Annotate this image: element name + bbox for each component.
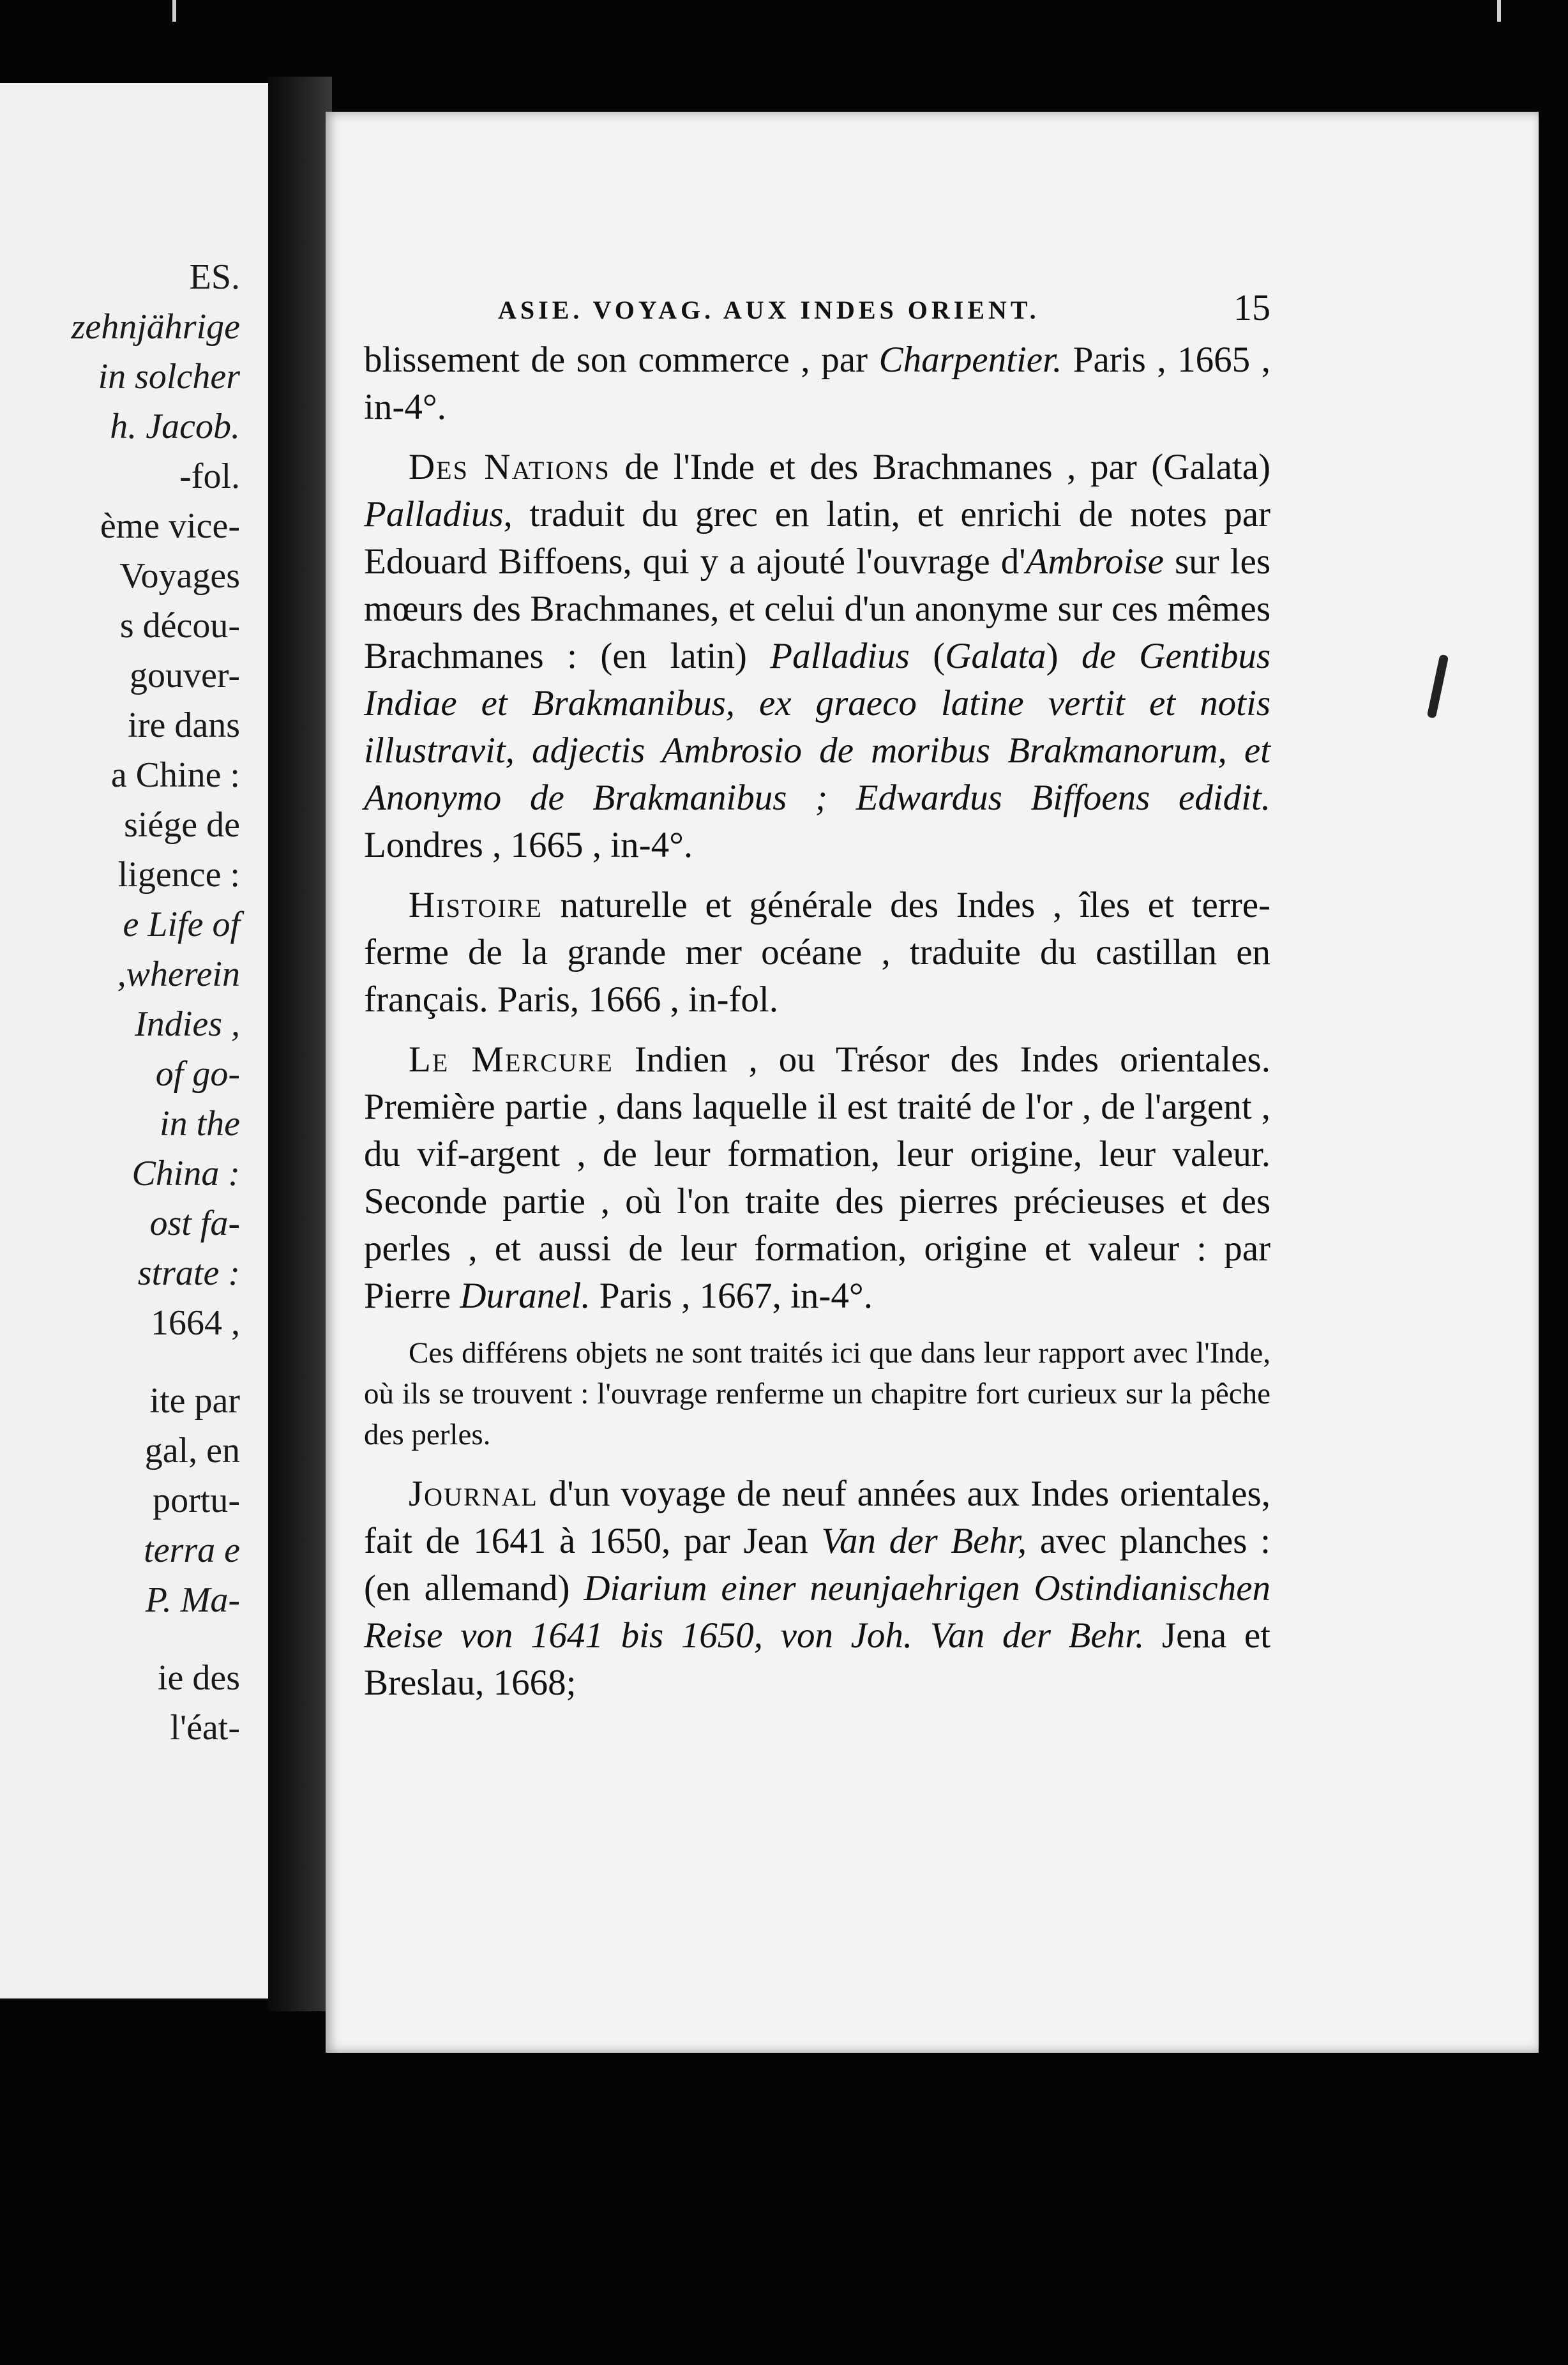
- entry-continuation: blissement de son commerce , par Charpentier. Paris , 1665 , in-4°.: [364, 340, 1270, 427]
- entry-le-mercure: Le Mercure Indien , ou Trésor des Indes orientales. Première partie , dans laquelle il est traité de l'or , de l'argent , du vif-argent , de leur formation, leur origine, leur valeur. Seconde partie , où l'on traite des pierres précieuses et des perles , et aussi de leur formation, origine et valeur : par Pierre Duranel. Paris , 1667, in-4°.: [364, 1039, 1270, 1316]
- left-page-line: portu-: [153, 1481, 240, 1520]
- left-page-line: ,wherein: [117, 955, 240, 994]
- left-page-line: Voyages: [119, 556, 240, 596]
- left-page-line: zehnjährige: [71, 307, 240, 347]
- left-page-line: 1664 ,: [151, 1303, 240, 1343]
- left-page-line: terra e: [144, 1530, 240, 1570]
- entry-note: Ces différens objets ne sont traités ici que dans leur rapport avec l'Inde, où ils se trouvent : l'ouvrage renferme un chapitre fort curieux sur la pêche des perles.: [364, 1336, 1270, 1451]
- main-page: [326, 112, 1539, 2053]
- left-page-line: China :: [132, 1154, 240, 1193]
- left-page-line: ite par: [149, 1381, 240, 1421]
- left-page-line: in the: [160, 1104, 240, 1144]
- left-page-line: ES.: [189, 257, 240, 297]
- left-facing-page: [0, 83, 268, 1999]
- left-page-line: s décou-: [119, 606, 240, 646]
- left-page-line: siége de: [124, 805, 240, 845]
- page-number: 15: [1233, 287, 1270, 328]
- left-page-line: ie des: [157, 1658, 240, 1698]
- left-page-line: Indies ,: [135, 1004, 240, 1044]
- left-page-text: [72, 252, 240, 1753]
- entry-histoire: Histoire naturelle et générale des Indes , îles et terre-ferme de la grande mer océane , traduite du castillan en français. Paris, 1666 , in-fol.: [364, 885, 1270, 1020]
- page-text-block: [364, 284, 1270, 1719]
- left-page-line: gal, en: [144, 1431, 240, 1470]
- left-page-line: a Chine :: [110, 755, 240, 795]
- left-page-line: ost fa-: [149, 1204, 240, 1243]
- left-page-line: ligence :: [117, 855, 240, 895]
- running-head-title: ASIE. VOYAG. AUX INDES ORIENT.: [498, 296, 1040, 324]
- left-page-line: -fol.: [179, 457, 240, 496]
- left-page-line: l'éat-: [170, 1708, 240, 1748]
- left-page-line: strate :: [137, 1253, 240, 1293]
- entry-des-nations: Des Nations de l'Inde et des Brachmanes , par (Galata) Palladius, traduit du grec en latin, et enrichi de notes par Edouard Biffoens, qui y a ajouté l'ouvrage d'Ambroise sur les mœurs des Brachmanes, et celui d'un anonyme sur ces mêmes Brachmanes : (en latin) Palladius (Galata) de Gentibus Indiae et Brakmanibus, ex graeco latine vertit et notis illustravit, adjectis Ambrosio de moribus Brakmanorum, et Anonymo de Brakmanibus ; Edwardus Biffoens edidit. Londres , 1665 , in-4°.: [364, 447, 1271, 865]
- left-page-line: ire dans: [128, 706, 240, 745]
- left-page-line: P. Ma-: [145, 1580, 240, 1620]
- left-page-line: e Life of: [123, 905, 240, 944]
- scan-top-marks: [0, 0, 1568, 26]
- book-gutter: [268, 77, 332, 2011]
- left-page-line: ème vice-: [100, 506, 240, 546]
- left-page-line: h. Jacob.: [110, 407, 240, 446]
- left-page-line: of go-: [155, 1054, 240, 1094]
- left-page-line: gouver-: [129, 656, 240, 695]
- running-head: [364, 284, 1270, 330]
- entry-journal: Journal d'un voyage de neuf années aux Indes orientales, fait de 1641 à 1650, par Jean Van der Behr, avec planches : (en allemand) Diarium einer neunjaehrigen Ostindianischen Reise von 1641 bis 1650, von Joh. Van der Behr. Jena et Breslau, 1668;: [364, 1474, 1270, 1703]
- left-page-line: in solcher: [98, 357, 240, 397]
